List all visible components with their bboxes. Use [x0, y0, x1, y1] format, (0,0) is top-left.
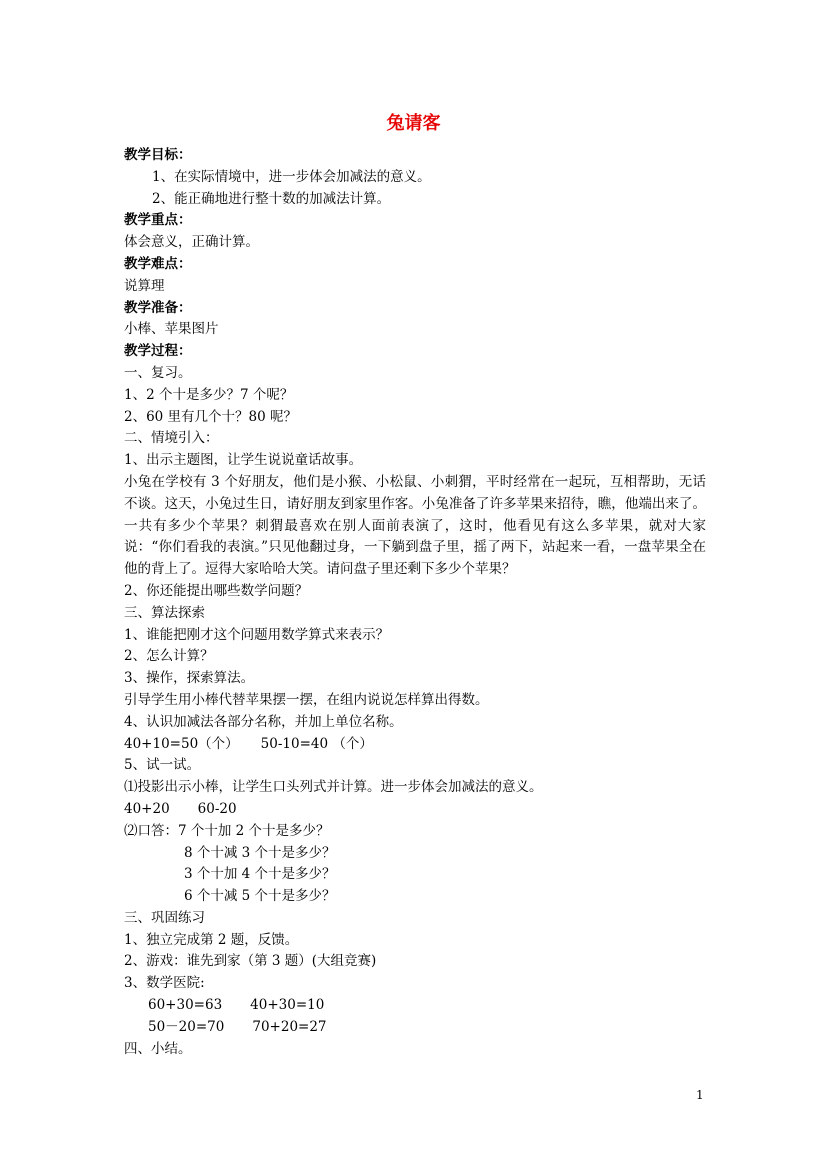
list-item: 3、数学医院:	[124, 975, 205, 992]
list-item: ⑴投影出示小棒，让学生口头列式并计算。进一步体会加减法的意义。	[124, 779, 543, 796]
goal-heading: 教学目标：	[124, 147, 192, 163]
process-heading: 教学过程：	[124, 343, 192, 360]
list-item: 2、怎么计算？	[124, 648, 214, 665]
expression-row	[124, 799, 706, 821]
page-title: 兔请客	[386, 113, 441, 134]
oral-question: 3 个十加 4 个十是多少？	[184, 866, 336, 883]
prep-text: 小棒、苹果图片	[124, 321, 219, 338]
lesson-content	[124, 145, 706, 1060]
expression: 60-20	[197, 800, 237, 817]
math-hospital-row	[124, 995, 706, 1017]
goal-item: 2、能正确地进行整十数的加减法计算。	[152, 190, 391, 207]
list-item: ⑵口答：7 个十加 2 个十是多少？	[124, 822, 330, 839]
list-item: 4、认识加减法各部分名称，并加上单位名称。	[124, 713, 403, 730]
math-hospital-row	[124, 1017, 706, 1039]
list-item: 1、谁能把刚才这个问题用数学算式来表示？	[124, 626, 390, 643]
expression: 40+20	[124, 800, 170, 817]
equation: 40+30=10	[250, 997, 325, 1014]
difficulty-heading: 教学难点：	[124, 255, 192, 272]
story-paragraph: 小兔在学校有 3 个好朋友，他们是小猴、小松鼠、小刺猬，平时经常在一起玩，互相帮助，无话不谈。这天，小兔过生日，请好朋友到家里作客。小兔准备了许多苹果来招待，瞧，他端出来了。一共有多少个苹果？刺猬最喜欢在别人面前表演了，这时，他看见有这么多苹果，就对大家说：“你们看我的表演。”只见他翻过身，一下躺到盘子里，摇了两下，站起来一看，一盘苹果全在他的背上了。逗得大家哈哈大笑。请问盘子里还剩下多少个苹果？	[124, 473, 706, 578]
oral-question: 6 个十减 5 个十是多少？	[184, 888, 336, 905]
list-item: 3、操作，探索算法。	[124, 670, 255, 687]
list-item: 1、独立完成第 2 题，反馈。	[124, 931, 299, 948]
oral-question: 8 个十减 3 个十是多少？	[184, 844, 336, 861]
equation: 50-10=40 （个）	[260, 735, 373, 752]
list-item: 2、游戏：谁先到家（第 3 题）(大组竞赛)	[124, 953, 377, 970]
section-practice: 三、巩固练习	[124, 909, 205, 926]
list-item: 2、你还能提出哪些数学问题？	[124, 582, 309, 599]
list-item: 1、2 个十是多少？7 个呢？	[124, 386, 294, 403]
key-text: 体会意义，正确计算。	[124, 234, 259, 251]
page-number: 1	[696, 1088, 704, 1102]
equation-row	[124, 734, 706, 756]
list-item: 1、出示主题图，让学生说说童话故事。	[124, 452, 363, 469]
section-explore: 三、算法探索	[124, 604, 205, 621]
equation: 40+10=50（个）	[124, 735, 239, 752]
list-item: 2、60 里有几个十？80 呢？	[124, 408, 298, 425]
prep-heading: 教学准备：	[124, 299, 192, 316]
section-review: 一、复习。	[124, 364, 192, 381]
section-intro: 二、情境引入：	[124, 430, 219, 447]
section-summary: 四、小结。	[124, 1040, 192, 1057]
difficulty-text: 说算理	[124, 277, 165, 294]
key-heading: 教学重点：	[124, 212, 192, 229]
list-item: 引导学生用小棒代替苹果摆一摆，在组内说说怎样算出得数。	[124, 691, 489, 708]
goal-item: 1、在实际情境中，进一步体会加减法的意义。	[152, 168, 431, 185]
equation: 50－20=70	[148, 1018, 225, 1035]
equation: 70+20=27	[252, 1018, 327, 1035]
list-item: 5、试一试。	[124, 757, 201, 774]
equation: 60+30=63	[148, 997, 223, 1014]
